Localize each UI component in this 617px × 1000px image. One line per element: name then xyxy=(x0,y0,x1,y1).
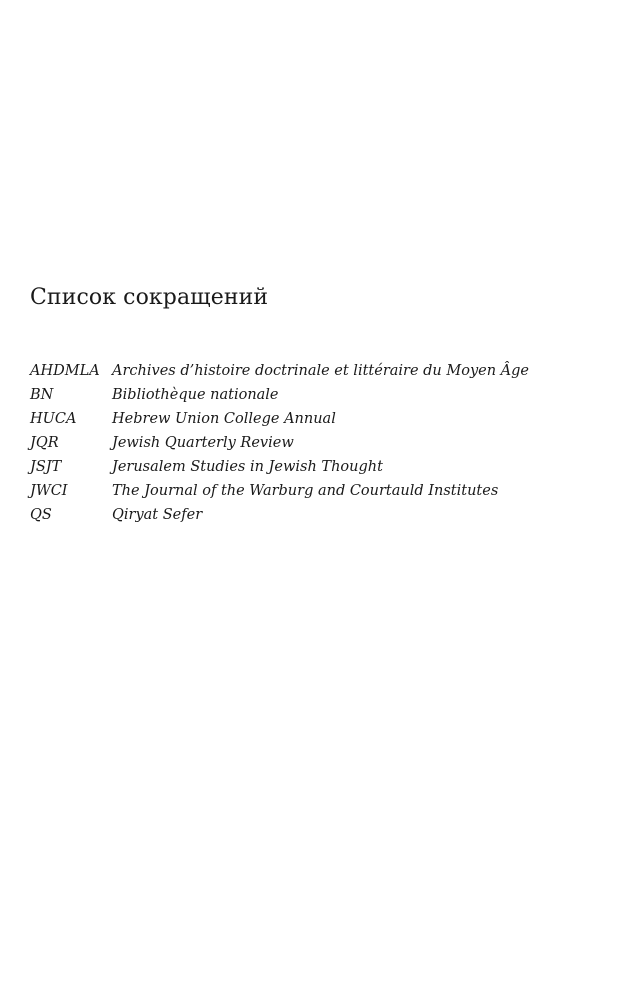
abbreviation-row xyxy=(30,479,590,503)
abbreviation-code: QS xyxy=(30,507,52,523)
abbreviation-row xyxy=(30,431,590,455)
abbreviation-code: HUCA xyxy=(30,411,77,427)
abbreviation-title: The Journal of the Warburg and Courtauld Institutes xyxy=(112,483,499,499)
abbreviation-row xyxy=(30,455,590,479)
abbreviation-code: BN xyxy=(30,387,54,403)
abbreviation-title: Archives d’histoire doctrinale et littéraire du Moyen Âge xyxy=(112,363,530,379)
abbreviation-row xyxy=(30,359,590,383)
abbreviation-row xyxy=(30,383,590,407)
abbreviation-title: Bibliothèque nationale xyxy=(112,387,279,403)
abbreviation-title: Hebrew Union College Annual xyxy=(112,411,336,427)
abbreviation-code: JWCI xyxy=(30,483,68,499)
page-heading: Список сокращений xyxy=(30,285,269,310)
abbreviation-title: Jewish Quarterly Review xyxy=(112,435,294,451)
abbreviation-row xyxy=(30,503,590,527)
abbreviation-code: JQR xyxy=(30,435,59,451)
abbreviation-title: Qiryat Sefer xyxy=(112,507,203,523)
abbreviations-list xyxy=(30,359,590,527)
abbreviation-title: Jerusalem Studies in Jewish Thought xyxy=(112,459,383,475)
abbreviation-code: JSJT xyxy=(30,459,62,475)
abbreviation-row xyxy=(30,407,590,431)
abbreviation-code: AHDMLA xyxy=(30,363,100,379)
